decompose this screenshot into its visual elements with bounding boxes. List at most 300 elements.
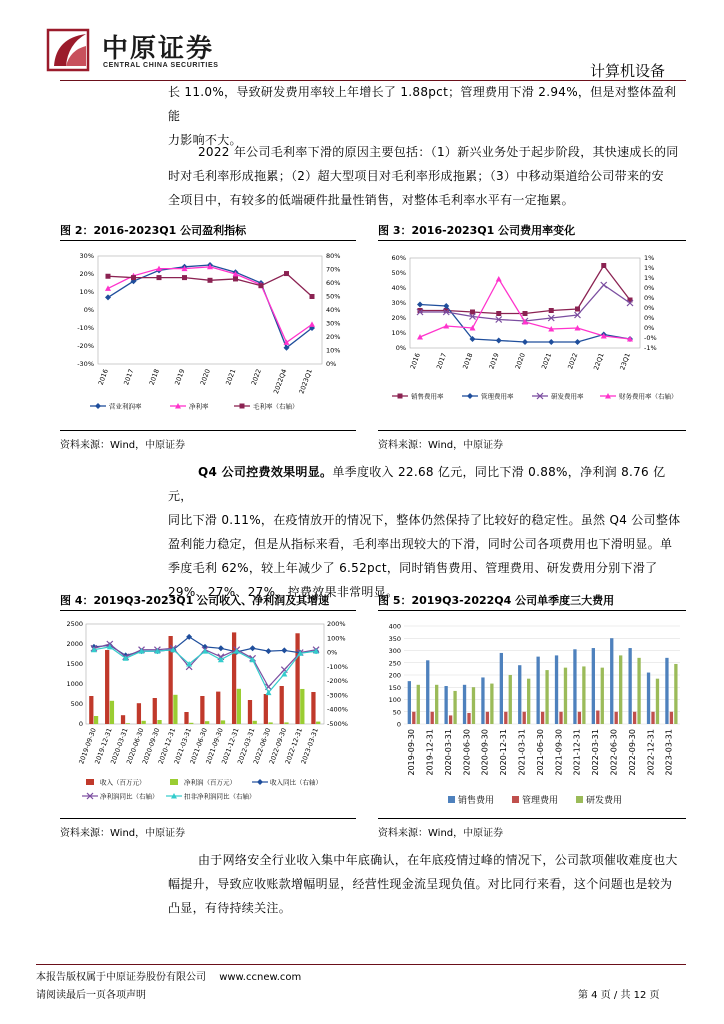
bar-1 <box>431 712 434 724</box>
logo <box>46 28 266 74</box>
x-tick-label: 2022-06-30 <box>251 726 273 766</box>
fig3-bottom-rule <box>378 430 686 431</box>
footer-copyright <box>36 968 301 983</box>
fig4-legend <box>82 778 322 801</box>
bar-0 <box>232 632 236 724</box>
left-tick-label: 0% <box>395 344 406 352</box>
fig4-right-axis <box>327 620 348 728</box>
bar-0 <box>153 698 157 724</box>
p4-line2: 幅提升，导致应收账款增幅明显，经营性现金流呈现负值。对比同行来看，这个问题也是较为 <box>168 877 673 891</box>
data-point-0 <box>496 311 501 316</box>
x-tick-label: 2017 <box>122 367 136 387</box>
bar-0 <box>481 677 484 724</box>
x-tick-label: 2022Q4 <box>272 367 289 395</box>
legend-marker-1 <box>467 393 473 399</box>
y-tick-label: 300 <box>388 647 401 655</box>
legend-marker-2 <box>240 404 245 409</box>
x-tick-label: 2022-03-31 <box>591 729 601 776</box>
bar-2 <box>637 658 640 724</box>
legend-swatch-1 <box>512 796 519 803</box>
y-tick-label: 200 <box>388 671 401 680</box>
left-tick-label: -20% <box>77 342 94 350</box>
legend-label-1: 管理费用率 <box>481 392 514 401</box>
data-point-2 <box>106 274 111 279</box>
left-tick-label: 2000 <box>66 640 83 648</box>
legend-swatch-1 <box>170 779 178 785</box>
bar-1 <box>173 695 177 724</box>
y-tick-label: 250 <box>388 659 401 668</box>
bar-0 <box>408 681 411 724</box>
bar-1 <box>189 723 193 724</box>
bar-0 <box>121 715 125 724</box>
fig2-bottom-rule <box>60 430 356 431</box>
legend-label-1: 管理费用 <box>522 796 559 806</box>
data-point-1 <box>417 302 423 308</box>
x-tick-label: 2018 <box>461 351 475 371</box>
right-tick-label: 200% <box>327 620 346 628</box>
bar-1 <box>157 720 161 724</box>
legend-marker-0 <box>95 403 101 409</box>
right-tick-label: 0% <box>644 314 655 322</box>
bar-2 <box>564 668 567 724</box>
x-tick-label: 2021-12-31 <box>220 726 241 766</box>
p1-line1: 长 11.0%，导致研发费用率较上年增长了 1.88pct；管理费用下滑 2.94%，但是对整体盈利能 <box>168 85 677 123</box>
x-tick-label: 2021-06-30 <box>535 729 545 776</box>
left-tick-label: 60% <box>391 254 406 262</box>
bar-1 <box>449 715 452 724</box>
fig5-source: 资料来源：Wind，中原证券 <box>378 828 504 839</box>
bar-0 <box>184 712 188 724</box>
bar-1 <box>284 722 288 724</box>
bar-2 <box>674 664 677 724</box>
bar-2 <box>527 679 530 724</box>
data-point-0 <box>601 263 606 268</box>
left-tick-label: 500 <box>70 700 83 708</box>
series-line-3 <box>420 279 630 339</box>
x-tick-label: 2022-12-31 <box>646 729 656 776</box>
paragraph-3 <box>168 460 686 604</box>
bar-0 <box>463 685 466 724</box>
legend-label-0: 销售费用 <box>458 796 495 806</box>
bar-0 <box>647 673 650 724</box>
bar-0 <box>200 696 204 724</box>
logo-chinese: 中原证券 <box>102 34 215 64</box>
bar-0 <box>573 649 576 724</box>
p2-line2: 时对毛利率形成拖累；（2）超大型项目对毛利率形成拖累；（3）中移动渠道给公司带来的安 <box>168 169 664 183</box>
bar-2 <box>490 684 493 724</box>
right-tick-label: 60% <box>326 279 341 287</box>
right-tick-label: -0% <box>644 334 657 342</box>
bar-1 <box>300 689 304 724</box>
y-tick-label: 150 <box>388 683 401 692</box>
x-tick-label: 2021-09-30 <box>204 726 225 766</box>
p2-line3: 全项目中，有较多的低端硬件批量性销售，对整体毛利率水平有一定拖累。 <box>168 193 574 207</box>
p3-line1 <box>168 460 686 508</box>
right-tick-label: 0% <box>644 294 655 302</box>
x-tick-label: 2016 <box>96 367 110 387</box>
bar-2 <box>509 675 512 724</box>
fig4-title: 图 4：2019Q3-2023Q1 公司收入、净利润及其增速 <box>60 594 330 607</box>
x-tick-label: 2023Q1 <box>297 367 314 395</box>
logo-english: CENTRAL CHINA SECURITIES <box>103 62 219 69</box>
fig5-title: 图 5：2019Q3-2022Q4 公司单季度三大费用 <box>378 594 615 607</box>
bar-0 <box>628 648 631 724</box>
x-tick-label: 2020-09-30 <box>140 726 162 766</box>
x-tick-label: 2021-12-31 <box>572 729 582 776</box>
website-link[interactable]: www.ccnew.com <box>219 972 302 983</box>
fig4-lines <box>91 634 319 695</box>
data-point-2 <box>601 282 607 288</box>
p3-line1-text: 单季度收入 22.68 亿元，同比下滑 0.88%，净利润 8.76 亿元， <box>168 465 666 503</box>
data-point-2 <box>233 276 238 281</box>
fig2-chart <box>60 244 356 420</box>
p2-line1: 2022 年公司毛利率下滑的原因主要包括：（1）新兴业务处于起步阶段，其快速成长的同 <box>198 145 679 159</box>
x-tick-label: 2020 <box>513 351 527 371</box>
right-tick-label: 1% <box>644 264 655 272</box>
bar-2 <box>472 687 475 724</box>
fig4-source: 资料来源：Wind，中原证券 <box>60 828 186 839</box>
bar-0 <box>280 686 284 724</box>
y-tick-label: 100 <box>388 696 401 704</box>
bar-1 <box>126 723 130 724</box>
p4-line3: 凸显，有待持续关注。 <box>168 901 292 915</box>
data-point-0 <box>218 645 224 651</box>
right-tick-label: -500% <box>327 720 348 728</box>
bar-1 <box>578 712 581 724</box>
y-tick-label: 0 <box>396 720 401 729</box>
p4-line1: 由于网络安全行业收入集中年底确认，在年底疫情过峰的情况下，公司款项催收难度也大 <box>198 853 678 867</box>
left-tick-label: -30% <box>77 360 94 368</box>
bar-1 <box>486 712 489 724</box>
legend-swatch-0 <box>86 779 94 785</box>
fig2-xlabels <box>97 368 314 395</box>
data-point-2 <box>310 294 315 299</box>
data-point-2 <box>131 275 136 280</box>
legend-label-3: 财务费用率（右轴） <box>619 392 678 401</box>
bar-1 <box>268 722 272 724</box>
left-tick-label: 30% <box>391 299 406 307</box>
data-point-0 <box>250 645 256 651</box>
data-point-3 <box>496 276 502 282</box>
legend-label-2: 研发费用 <box>586 796 623 806</box>
x-tick-label: 2019-09-30 <box>77 726 98 766</box>
bar-1 <box>221 720 225 724</box>
fig4-title-rule <box>60 610 356 611</box>
legend-swatch-0 <box>448 796 455 803</box>
fig5-legend <box>448 794 622 806</box>
right-tick-label: -300% <box>327 691 348 700</box>
left-tick-label: 0% <box>83 306 94 314</box>
data-point-0 <box>281 647 287 653</box>
y-tick-label: 50 <box>392 708 401 717</box>
bar-2 <box>656 679 659 724</box>
data-point-1 <box>522 339 528 345</box>
bar-0 <box>555 655 558 724</box>
right-tick-label: 10% <box>326 346 341 355</box>
fig2-right-axis <box>326 252 340 368</box>
bar-1 <box>651 712 654 724</box>
fig2-series <box>105 262 315 351</box>
bar-0 <box>426 660 429 724</box>
legend-label-0: 销售费用率 <box>411 392 444 401</box>
series-line-2 <box>94 647 316 693</box>
legend-label-0: 收入（百万元） <box>100 778 146 787</box>
x-tick-label: 2020 <box>198 367 212 387</box>
x-tick-label: 2020-03-31 <box>109 726 130 766</box>
x-tick-label: 2019-12-31 <box>425 729 435 776</box>
right-tick-label: -100% <box>327 662 348 671</box>
bar-0 <box>295 633 299 724</box>
left-tick-label: 1500 <box>66 660 83 668</box>
data-point-2 <box>259 283 264 288</box>
left-tick-label: 0 <box>78 720 83 728</box>
fig4-chart <box>60 614 356 814</box>
footer-divider <box>36 964 686 965</box>
bar-1 <box>205 721 209 724</box>
bar-1 <box>541 712 544 724</box>
left-tick-label: 1000 <box>66 680 83 688</box>
bar-1 <box>633 712 636 724</box>
legend-label-1: 净利率 <box>189 402 209 411</box>
x-tick-label: 2020-09-30 <box>480 729 490 776</box>
right-tick-label: 40% <box>326 306 341 314</box>
x-tick-label: 22Q1 <box>592 351 606 372</box>
bar-1 <box>142 721 146 724</box>
bar-1 <box>559 712 562 724</box>
p1-line2: 力影响不大。 <box>168 133 242 147</box>
right-tick-label: 0% <box>326 360 337 368</box>
x-tick-label: 23Q1 <box>618 351 632 372</box>
bar-2 <box>582 666 585 724</box>
bar-1 <box>253 721 257 724</box>
data-point-2 <box>284 271 289 276</box>
bar-0 <box>592 648 595 724</box>
x-tick-label: 2021-03-31 <box>517 729 527 776</box>
x-tick-label: 2018 <box>147 367 161 387</box>
fig3-xlabels <box>409 352 632 371</box>
paragraph-4 <box>168 848 686 920</box>
bar-1 <box>110 701 114 724</box>
page-number: 第 4 页 / 共 12 页 <box>578 990 660 1001</box>
bar-0 <box>248 700 252 724</box>
bar-1 <box>596 711 599 724</box>
right-tick-label: 30% <box>326 319 341 328</box>
x-tick-label: 2019 <box>487 351 501 371</box>
logo-mark-icon <box>46 28 92 72</box>
p3-line4: 季度毛利 62%，较上年减少了 6.52pct，同时销售费用、管理费用、研发费用分别下滑了 <box>168 561 658 575</box>
fig5-bottom-rule <box>378 818 686 819</box>
copyright-text: 本报告版权属于中原证券股份有限公司 <box>36 972 206 983</box>
right-tick-label: -1% <box>644 344 657 352</box>
fig4-bottom-rule <box>60 818 356 819</box>
fig3-title: 图 3：2016-2023Q1 公司费用率变化 <box>378 224 576 237</box>
x-tick-label: 2019 <box>173 367 187 387</box>
bar-0 <box>665 658 668 724</box>
bar-0 <box>216 692 220 724</box>
data-point-2 <box>208 278 213 283</box>
fig5-xlabels <box>407 729 674 776</box>
bar-1 <box>670 712 673 724</box>
plot-frame <box>86 624 324 724</box>
right-tick-label: 70% <box>326 265 341 274</box>
fig3-title-rule <box>378 240 686 241</box>
x-tick-label: 2022-06-30 <box>609 729 619 776</box>
x-tick-label: 2022 <box>566 351 580 371</box>
right-tick-label: 80% <box>326 252 341 260</box>
legend-swatch-2 <box>576 796 583 803</box>
data-point-0 <box>575 307 580 312</box>
x-tick-label: 2021-03-31 <box>172 726 194 766</box>
right-tick-label: -400% <box>327 705 348 714</box>
footer-disclaimer: 请阅读最后一页各项声明 <box>36 990 146 1001</box>
bar-0 <box>500 653 503 724</box>
x-tick-label: 2016 <box>408 351 422 371</box>
y-tick-label: 350 <box>388 634 401 643</box>
right-tick-label: 50% <box>326 292 341 301</box>
legend-label-2: 毛利率（右轴） <box>253 402 299 411</box>
left-tick-label: 20% <box>79 270 94 278</box>
fig4-xlabels <box>77 727 320 765</box>
bar-0 <box>105 650 109 724</box>
data-point-0 <box>549 308 554 313</box>
legend-label-4: 扣非净利润同比（右轴） <box>184 792 256 801</box>
data-point-1 <box>575 339 581 345</box>
legend-label-0: 营业利润率 <box>109 402 142 411</box>
fig3-source: 资料来源：Wind，中原证券 <box>378 440 504 451</box>
left-tick-label: -10% <box>77 324 94 332</box>
right-tick-label: 0% <box>327 648 338 657</box>
series-line-2 <box>108 274 312 297</box>
fig3-series <box>417 263 633 345</box>
fig3-chart <box>378 244 686 420</box>
bar-0 <box>536 657 539 724</box>
data-point-0 <box>523 311 528 316</box>
fig3-legend <box>392 392 678 401</box>
bar-0 <box>518 665 521 724</box>
bar-1 <box>615 712 618 724</box>
x-tick-label: 2019-09-30 <box>407 729 417 776</box>
x-tick-label: 2022-09-30 <box>627 729 637 776</box>
left-tick-label: 50% <box>391 269 406 277</box>
x-tick-label: 2020-06-30 <box>462 729 472 776</box>
bar-0 <box>311 692 315 724</box>
bar-1 <box>94 716 98 724</box>
left-tick-label: 40% <box>391 284 406 292</box>
x-tick-label: 2021-09-30 <box>554 729 564 776</box>
legend-marker-2 <box>257 779 263 785</box>
x-tick-label: 2022-03-31 <box>236 726 257 766</box>
x-tick-label: 2021 <box>539 351 554 371</box>
fig5-chart <box>378 614 686 814</box>
bar-2 <box>453 691 456 724</box>
bar-0 <box>264 694 268 724</box>
x-tick-label: 2023-03-31 <box>299 726 320 766</box>
data-point-0 <box>470 310 475 315</box>
bar-0 <box>444 686 447 724</box>
right-tick-label: 1% <box>644 274 655 282</box>
fig2-source: 资料来源：Wind，中原证券 <box>60 440 186 451</box>
bar-2 <box>619 655 622 724</box>
fig2-left-axis <box>77 252 322 368</box>
data-point-1 <box>105 285 111 291</box>
p3-line2: 同比下滑 0.11%，在疫情放开的情况下，整体仍然保持了比较好的稳定性。虽然 Q4 公司整体 <box>168 513 681 527</box>
legend-label-2: 收入同比（右轴） <box>270 778 322 787</box>
x-tick-label: 2022 <box>249 367 263 387</box>
data-point-1 <box>309 321 315 327</box>
right-tick-label: 1% <box>644 254 655 262</box>
left-tick-label: 10% <box>391 329 406 337</box>
fig5-title-rule <box>378 610 686 611</box>
x-tick-label: 2019-12-31 <box>93 726 114 766</box>
x-tick-label: 2022-09-30 <box>267 726 289 766</box>
x-tick-label: 2022-12-31 <box>283 726 305 766</box>
data-point-0 <box>265 648 271 654</box>
bar-1 <box>316 722 320 724</box>
x-tick-label: 2021 <box>224 367 238 387</box>
fig3-right-axis <box>644 254 657 352</box>
x-tick-label: 2021-06-30 <box>188 726 209 766</box>
left-tick-label: 2500 <box>66 620 83 628</box>
industry-label: 计算机设备 <box>590 62 666 80</box>
x-tick-label: 2023-03-31 <box>664 729 674 776</box>
left-tick-label: 20% <box>391 314 406 322</box>
data-point-2 <box>157 275 162 280</box>
x-tick-label: 2020-03-31 <box>443 729 453 776</box>
data-point-1 <box>496 338 502 344</box>
right-tick-label: 0% <box>644 304 655 312</box>
x-tick-label: 2020-06-30 <box>124 726 146 766</box>
series-line-0 <box>420 266 630 314</box>
right-tick-label: 0% <box>644 284 655 292</box>
bar-0 <box>137 703 141 724</box>
right-tick-label: 100% <box>327 634 346 643</box>
paragraph-2 <box>168 140 686 212</box>
legend-marker-0 <box>398 394 403 399</box>
right-tick-label: 20% <box>326 333 341 341</box>
x-tick-label: 2020-12-31 <box>156 726 178 766</box>
fig2-title-rule <box>60 240 356 241</box>
bar-1 <box>412 712 415 724</box>
data-point-3 <box>522 319 528 325</box>
bar-2 <box>417 685 420 724</box>
data-point-2 <box>182 275 187 280</box>
legend-label-2: 研发费用率 <box>551 392 584 401</box>
p3-bold-lead: Q4 公司控费效果明显。 <box>198 465 333 479</box>
x-tick-label: 2017 <box>434 351 449 371</box>
bar-1 <box>504 712 507 724</box>
fig5-bars <box>408 638 678 724</box>
x-tick-label: 2020-12-31 <box>499 729 509 776</box>
p3-line5: 29%、27%、27%，控费效果非常明显。 <box>168 585 399 599</box>
bar-0 <box>89 696 93 724</box>
fig2-title: 图 2：2016-2023Q1 公司盈利指标 <box>60 224 247 237</box>
left-tick-label: 30% <box>79 252 94 260</box>
legend-label-3: 净利润同比（右轴） <box>100 792 159 801</box>
p3-line3: 盈利能力稳定，但是从指标来看，毛利率出现较大的下滑，同时公司各项费用也下滑明显。单 <box>168 537 673 551</box>
bar-1 <box>237 689 241 724</box>
right-tick-label: -200% <box>327 677 348 686</box>
legend-label-1: 净利润（百万元） <box>184 778 236 787</box>
y-tick-label: 400 <box>388 622 401 631</box>
bar-2 <box>545 670 548 724</box>
bar-1 <box>467 713 470 724</box>
left-tick-label: 10% <box>79 288 94 296</box>
bar-1 <box>523 712 526 724</box>
bar-2 <box>601 668 604 724</box>
data-point-1 <box>548 339 554 345</box>
fig2-legend <box>90 402 299 411</box>
bar-0 <box>610 638 613 724</box>
